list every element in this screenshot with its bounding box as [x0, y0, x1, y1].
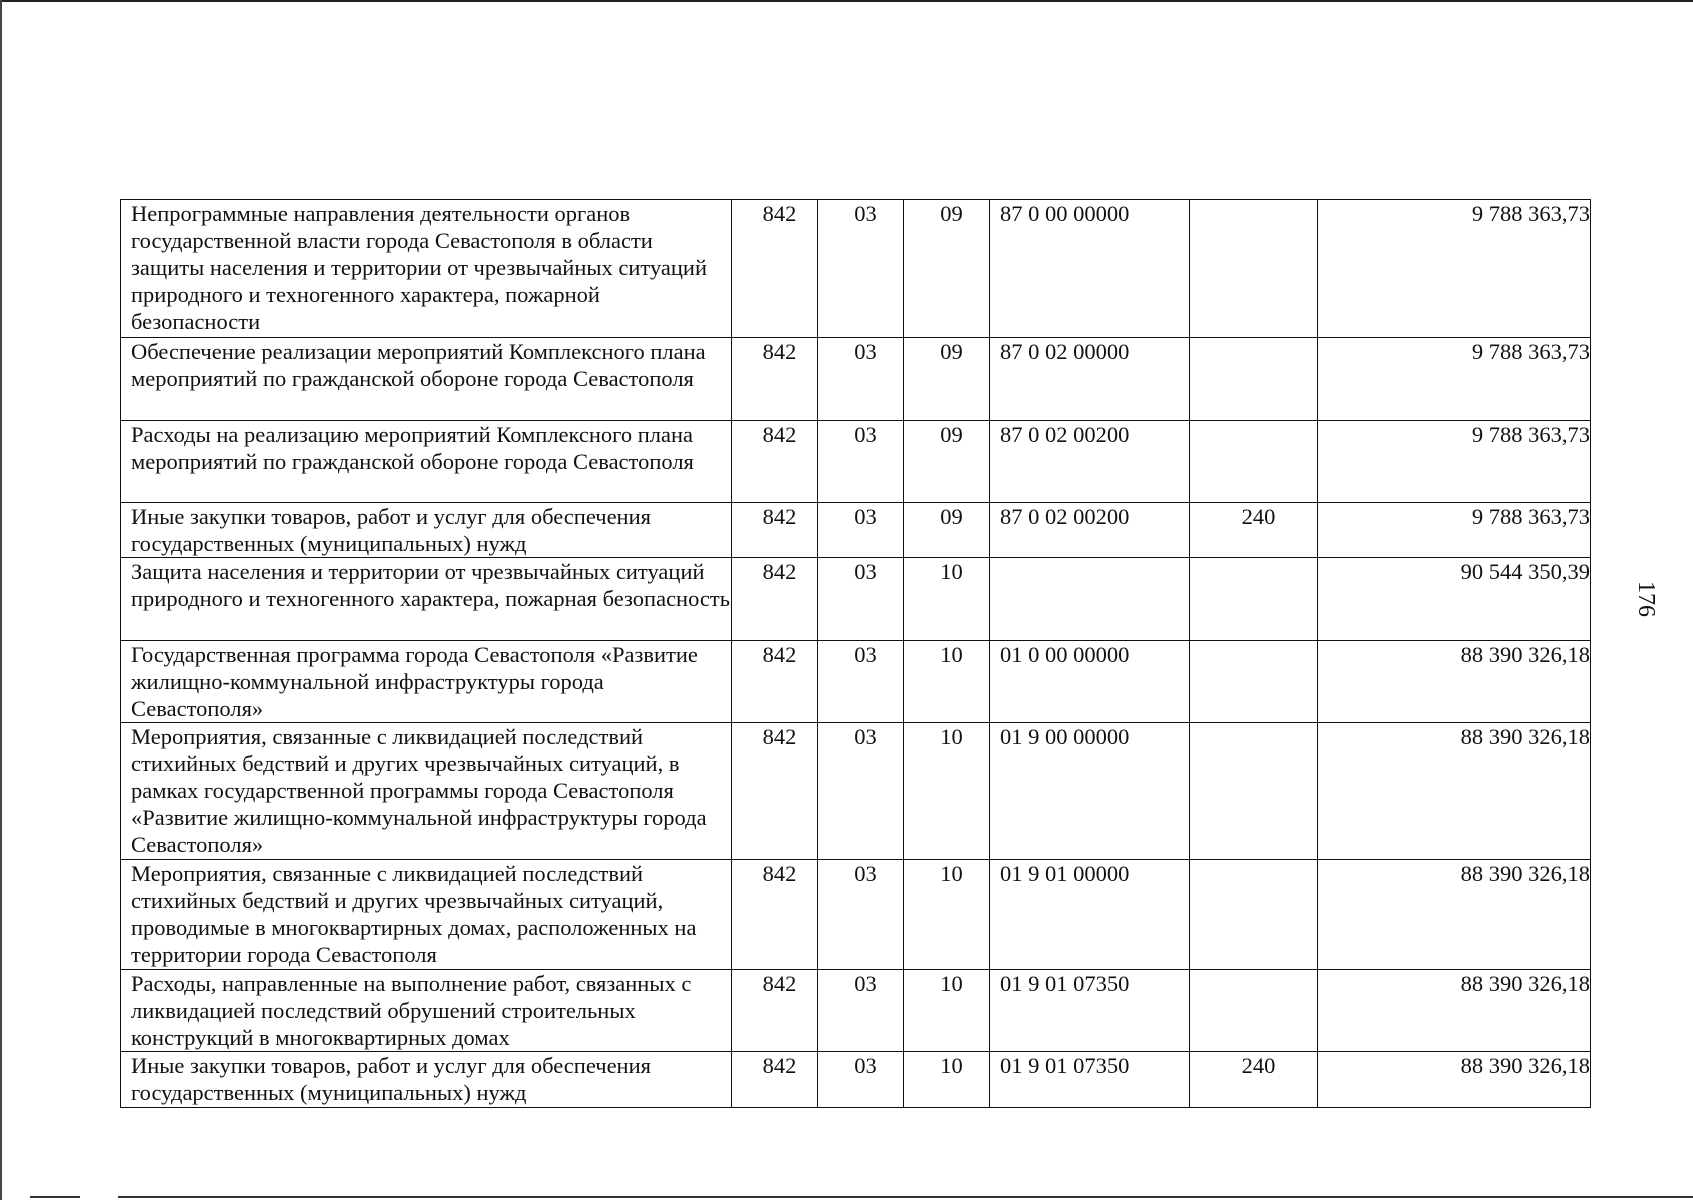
- table-row: [121, 558, 1591, 641]
- row-name: Защита населения и территории от чрезвычайных ситуаций природного и техногенного характера, пожарная безопасность: [121, 558, 732, 641]
- grbs-code: 842: [732, 338, 818, 421]
- section-code: 03: [818, 421, 904, 503]
- section-code: 03: [818, 200, 904, 338]
- target-article-code: 87 0 02 00200: [990, 503, 1190, 558]
- target-article-code: 01 9 01 07350: [990, 970, 1190, 1052]
- target-article-code: 87 0 02 00200: [990, 421, 1190, 503]
- subsection-code: 10: [904, 1052, 990, 1108]
- table-row: [121, 970, 1591, 1052]
- expense-type-code: 240: [1190, 1052, 1318, 1108]
- amount: 9 788 363,73: [1318, 200, 1591, 338]
- grbs-code: 842: [732, 723, 818, 860]
- grbs-code: 842: [732, 1052, 818, 1108]
- table-row: [121, 1052, 1591, 1108]
- grbs-code: 842: [732, 503, 818, 558]
- target-article-code: 01 0 00 00000: [990, 641, 1190, 723]
- row-name: Иные закупки товаров, работ и услуг для обеспечения государственных (муниципальных) нужд: [121, 503, 732, 558]
- amount: 88 390 326,18: [1318, 970, 1591, 1052]
- section-code: 03: [818, 641, 904, 723]
- expense-type-code: [1190, 970, 1318, 1052]
- section-code: 03: [818, 1052, 904, 1108]
- budget-table: [120, 199, 1591, 1108]
- page-number: 176: [1633, 581, 1659, 617]
- table-row: [121, 200, 1591, 338]
- subsection-code: 09: [904, 503, 990, 558]
- target-article-code: 87 0 00 00000: [990, 200, 1190, 338]
- row-name: Иные закупки товаров, работ и услуг для обеспечения государственных (муниципальных) нужд: [121, 1052, 732, 1108]
- amount: 9 788 363,73: [1318, 338, 1591, 421]
- subsection-code: 10: [904, 641, 990, 723]
- section-code: 03: [818, 558, 904, 641]
- section-code: 03: [818, 970, 904, 1052]
- section-code: 03: [818, 338, 904, 421]
- grbs-code: 842: [732, 970, 818, 1052]
- grbs-code: 842: [732, 641, 818, 723]
- amount: 9 788 363,73: [1318, 421, 1591, 503]
- section-code: 03: [818, 860, 904, 970]
- table-row: [121, 641, 1591, 723]
- subsection-code: 09: [904, 200, 990, 338]
- scan-edge-bottom: [118, 1196, 1693, 1198]
- row-name: Мероприятия, связанные с ликвидацией последствий стихийных бедствий и других чрезвычайных ситуаций, проводимые в многоквартирных домах, расположенных на территории города Севастополя: [121, 860, 732, 970]
- subsection-code: 09: [904, 421, 990, 503]
- amount: 9 788 363,73: [1318, 503, 1591, 558]
- target-article-code: 87 0 02 00000: [990, 338, 1190, 421]
- expense-type-code: [1190, 723, 1318, 860]
- grbs-code: 842: [732, 558, 818, 641]
- target-article-code: [990, 558, 1190, 641]
- expense-type-code: [1190, 421, 1318, 503]
- table-row: [121, 338, 1591, 421]
- grbs-code: 842: [732, 421, 818, 503]
- expense-type-code: [1190, 641, 1318, 723]
- subsection-code: 09: [904, 338, 990, 421]
- row-name: Расходы, направленные на выполнение работ, связанных с ликвидацией последствий обрушений строительных конструкций в многоквартирных домах: [121, 970, 732, 1052]
- expense-type-code: [1190, 558, 1318, 641]
- table-row: [121, 503, 1591, 558]
- target-article-code: 01 9 00 00000: [990, 723, 1190, 860]
- scan-edge-left: [0, 0, 2, 1200]
- subsection-code: 10: [904, 860, 990, 970]
- expense-type-code: [1190, 200, 1318, 338]
- subsection-code: 10: [904, 723, 990, 860]
- expense-type-code: 240: [1190, 503, 1318, 558]
- amount: 88 390 326,18: [1318, 1052, 1591, 1108]
- amount: 90 544 350,39: [1318, 558, 1591, 641]
- amount: 88 390 326,18: [1318, 860, 1591, 970]
- grbs-code: 842: [732, 860, 818, 970]
- amount: 88 390 326,18: [1318, 723, 1591, 860]
- subsection-code: 10: [904, 970, 990, 1052]
- expense-type-code: [1190, 338, 1318, 421]
- scan-edge-top: [0, 0, 1693, 2]
- row-name: Мероприятия, связанные с ликвидацией последствий стихийных бедствий и других чрезвычайных ситуаций, в рамках государственной программы города Севастополя «Развитие жилищно-коммунальной инфраструктуры города Севастополя»: [121, 723, 732, 860]
- target-article-code: 01 9 01 00000: [990, 860, 1190, 970]
- scan-edge-bottom: [30, 1196, 80, 1198]
- section-code: 03: [818, 723, 904, 860]
- table-row: [121, 421, 1591, 503]
- target-article-code: 01 9 01 07350: [990, 1052, 1190, 1108]
- expense-type-code: [1190, 860, 1318, 970]
- row-name: Государственная программа города Севастополя «Развитие жилищно-коммунальной инфраструктуры города Севастополя»: [121, 641, 732, 723]
- table-row: [121, 723, 1591, 860]
- row-name: Непрограммные направления деятельности органов государственной власти города Севастополя в области защиты населения и территории от чрезвычайных ситуаций природного и техногенного характера, пожарной безопасности: [121, 200, 732, 338]
- section-code: 03: [818, 503, 904, 558]
- table-row: [121, 860, 1591, 970]
- subsection-code: 10: [904, 558, 990, 641]
- row-name: Расходы на реализацию мероприятий Комплексного плана мероприятий по гражданской обороне города Севастополя: [121, 421, 732, 503]
- amount: 88 390 326,18: [1318, 641, 1591, 723]
- row-name: Обеспечение реализации мероприятий Комплексного плана мероприятий по гражданской обороне города Севастополя: [121, 338, 732, 421]
- grbs-code: 842: [732, 200, 818, 338]
